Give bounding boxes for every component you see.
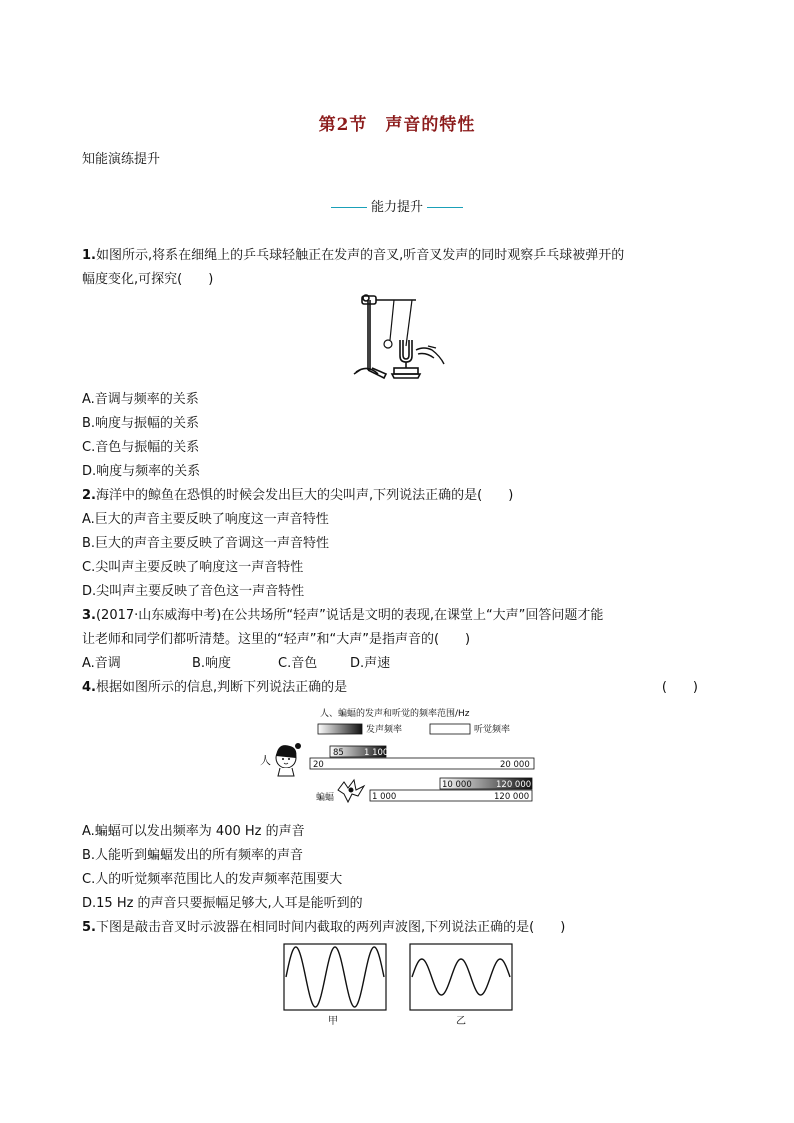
question-1-option-c: C.音色与振幅的关系 [82,440,200,455]
question-2-option-d: D.尖叫声主要反映了音色这一声音特性 [82,584,305,599]
question-number: 4. [82,680,96,695]
question-number: 3. [82,608,96,623]
question-3-line-1 [82,604,603,623]
question-text: (2017·山东威海中考)在公共场所“轻声”说话是文明的表现,在课堂上“大声”回答问题才能 [95,608,604,623]
question-1-option-d: D.响度与频率的关系 [82,464,201,479]
legend-hear-label: 听觉频率 [474,725,511,735]
question-1-option-a: A.音调与频率的关系 [82,392,199,407]
frequency-range-figure [256,702,546,806]
human-emit-low: 85 [333,748,344,758]
bat-emit-low: 10 000 [442,780,472,790]
question-text: 如图所示,将系在细绳上的乒乓球轻触正在发声的音叉,听音叉发声的同时观察乒乓球被弹开的 [95,248,625,263]
waveform-b-label: 乙 [456,1016,466,1027]
question-4-option-b: B.人能听到蝙蝠发出的所有频率的声音 [82,848,304,863]
human-hear-low: 20 [313,760,324,770]
question-number: 2. [82,488,96,503]
question-text: 下图是敲击音叉时示波器在相同时间内截取的两列声波图,下列说法正确的是( ) [95,920,566,935]
question-5-line-1 [82,916,565,935]
question-1-option-b: B.响度与振幅的关系 [82,416,200,431]
page-subtitle: 知能演练提升 [82,152,161,167]
question-3-option-a: A.音调 [82,656,121,671]
waveform-a-frame [284,944,386,1010]
human-label: 人 [260,754,271,767]
question-2-option-c: C.尖叫声主要反映了响度这一声音特性 [82,560,304,575]
girl-icon [276,743,301,776]
question-3-option-d: D.声速 [350,656,391,671]
question-2-option-b: B.巨大的声音主要反映了音调这一声音特性 [82,536,330,551]
legend-emit-swatch [318,724,362,734]
bat-emit-high: 120 000 [496,780,532,790]
bat-hear-low: 1 000 [372,792,397,802]
bat-label: 蝙蝠 [316,793,335,803]
question-4-option-d: D.15 Hz 的声音只要振幅足够大,人耳是能听到的 [82,896,363,911]
human-hear-high: 20 000 [500,760,530,770]
question-3-option-c: C.音色 [278,656,318,671]
question-3-option-b: B.响度 [192,656,232,671]
tuning-fork-figure [346,290,448,380]
figure-title: 人、蝙蝠的发声和听觉的频率范围/Hz [320,709,470,719]
answer-paren: ( ) [661,680,698,695]
waveform-b-frame [410,944,512,1010]
section-heading-text: 能力提升 [370,200,423,215]
waveform-figure [282,942,514,1030]
question-1-line-1 [82,244,624,263]
bat-icon [338,780,364,802]
question-2-option-a: A.巨大的声音主要反映了响度这一声音特性 [82,512,329,527]
bat-hear-high: 120 000 [494,792,530,802]
page-title: 第2节 声音的特性 [318,115,476,135]
question-text: 根据如图所示的信息,判断下列说法正确的是 [95,680,348,695]
question-text: 海洋中的鲸鱼在恐惧的时候会发出巨大的尖叫声,下列说法正确的是( ) [95,488,514,503]
question-4-line-1 [82,676,347,695]
heading-rule-right [427,207,463,208]
human-emit-high: 1 100 [364,748,389,758]
string-and-ball [384,300,412,348]
section-heading [0,196,794,215]
question-3-options [82,652,390,671]
heading-rule-left [331,207,367,208]
question-1-line-2: 幅度变化,可探究( ) [82,272,214,287]
question-4-option-a: A.蝙蝠可以发出频率为 400 Hz 的声音 [82,824,305,839]
legend-hear-swatch [430,724,470,734]
hand-icon [416,346,444,364]
question-number: 1. [82,248,96,263]
waveform-a-label: 甲 [328,1016,338,1027]
question-number: 5. [82,920,96,935]
question-4-option-c: C.人的听觉频率范围比人的发声频率范围要大 [82,872,343,887]
question-3-line-2: 让老师和同学们都听清楚。这里的“轻声”和“大声”是指声音的( ) [82,632,471,647]
legend-emit-label: 发声频率 [366,725,403,735]
question-2-line-1 [82,484,513,503]
